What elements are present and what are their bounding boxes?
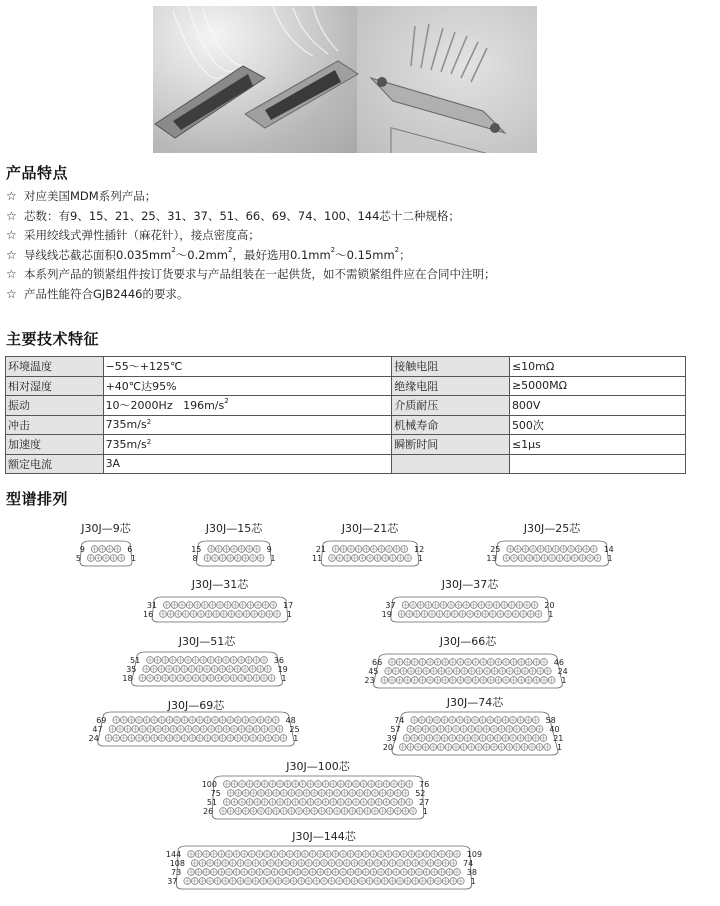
pin-number-label-left: 57 <box>390 725 401 734</box>
pin-number-label-left: 26 <box>203 807 214 816</box>
connector-title: J30J—9芯 <box>81 522 131 535</box>
pin-number-label-left: 21 <box>315 545 326 554</box>
pin-number-label-right: 20 <box>544 601 555 610</box>
spec-label: 相对湿度 <box>6 376 104 396</box>
pin-number-label-right: 1 <box>417 554 423 563</box>
pin-number-label-left: 66 <box>372 658 383 667</box>
spec-label: 瞬断时间 <box>392 435 510 455</box>
spec-value: 3A <box>103 454 392 474</box>
spec-label: 加速度 <box>6 435 104 455</box>
connector-title: J30J—21芯 <box>341 522 399 535</box>
pin-number-label-right: 48 <box>285 716 296 725</box>
pin-number-label-left: 8 <box>192 554 198 563</box>
spec-value: −55～+125℃ <box>103 357 392 377</box>
connector-shell <box>152 597 288 622</box>
pin-number-label-left: 13 <box>486 554 497 563</box>
pin-number-label-left: 35 <box>126 665 137 674</box>
pin-number-label-right: 58 <box>545 716 556 725</box>
pin-number-label-right: 76 <box>419 780 430 789</box>
pin-number-label-left: 47 <box>92 725 103 734</box>
connector-title: J30J—144芯 <box>292 830 356 843</box>
pin-number-label-right: 1 <box>548 610 554 619</box>
spec-label: 冲击 <box>6 415 104 435</box>
pin-number-label-left: 16 <box>143 610 154 619</box>
pin-number-label-right: 1 <box>131 554 137 563</box>
star-outline-icon: ☆ <box>6 189 17 203</box>
pin-number-label-right: 1 <box>281 674 287 683</box>
pin-number-label-left: 19 <box>381 610 392 619</box>
layouts-heading: 型谱排列 <box>6 490 69 508</box>
spec-value: ≤10mΩ <box>509 357 685 377</box>
pin-number-label-left: 75 <box>210 789 221 798</box>
pin-number-label-right: 19 <box>277 665 288 674</box>
spec-value: $735m/s^2$ <box>103 415 392 435</box>
pin-number-label-right: 21 <box>553 734 564 743</box>
pin-number-label-left: 23 <box>364 676 375 685</box>
pin-number-label-right: 17 <box>283 601 294 610</box>
pin-number-label-right: 109 <box>466 850 483 859</box>
spec-value: 500次 <box>509 415 685 435</box>
feature-item: ☆ 芯数：有9、15、21、25、31、37、51、66、69、74、100、144芯十二种规格； <box>6 207 496 227</box>
pin-number-label-left: 25 <box>490 545 501 554</box>
pin-number-label-left: 108 <box>169 859 185 868</box>
star-outline-icon: ☆ <box>6 247 17 262</box>
spec-value: $735m/s^2$ <box>103 435 392 455</box>
connector-shell <box>321 541 419 566</box>
pin-number-label-right: 27 <box>419 798 430 807</box>
spec-label: 振动 <box>6 396 104 416</box>
pin-number-label-left: 20 <box>382 743 393 752</box>
pin-number-label-right: 1 <box>293 734 299 743</box>
pin-number-label-right: 14 <box>603 545 614 554</box>
connector-shell <box>80 541 132 566</box>
star-outline-icon: ☆ <box>6 228 17 242</box>
spec-label: 环境温度 <box>6 357 104 377</box>
pin-number-label-right: 12 <box>414 545 425 554</box>
pin-number-label-right: 36 <box>273 656 284 665</box>
connector-shell <box>197 541 272 566</box>
connector-title: J30J—37芯 <box>441 578 499 591</box>
spec-value: ≤1μs <box>509 435 685 455</box>
star-outline-icon: ☆ <box>6 208 17 223</box>
connector-title: J30J—66芯 <box>439 635 497 648</box>
connector-title: J30J—31芯 <box>191 578 249 591</box>
pin-number-label-left: 15 <box>191 545 202 554</box>
pin-number-label-left: 31 <box>146 601 157 610</box>
pin-number-label-right: 9 <box>266 545 272 554</box>
pin-number-label-right: 38 <box>466 868 477 877</box>
pin-number-label-right: 1 <box>470 877 476 886</box>
spec-value: +40℃达95% <box>103 376 392 396</box>
pin-number-label-right: 1 <box>561 676 567 685</box>
pin-number-label-left: 9 <box>79 545 85 554</box>
connector-title: J30J—25芯 <box>523 522 581 535</box>
pin-number-label-left: 69 <box>96 716 107 725</box>
spec-value: ≥5000MΩ <box>509 376 685 396</box>
features-heading: 产品特点 <box>6 164 69 182</box>
feature-item: ☆ 本系列产品的锁紧组件按订货要求与产品组装在一起供货，如不需锁紧组件应在合同中注明； <box>6 265 496 285</box>
connector-title: J30J—51芯 <box>178 635 236 648</box>
pin-number-label-left: 5 <box>75 554 81 563</box>
specs-heading: 主要技术特征 <box>6 330 100 348</box>
pin-number-label-right: 46 <box>553 658 564 667</box>
pin-number-label-left: 73 <box>171 868 182 877</box>
pin-number-label-left: 37 <box>167 877 178 886</box>
pin-number-label-left: 51 <box>130 656 141 665</box>
pin-number-label-right: 40 <box>549 725 560 734</box>
connector-shell <box>496 541 609 566</box>
pin-number-label-left: 51 <box>206 798 217 807</box>
connector-title: J30J—74芯 <box>446 696 504 709</box>
pin-number-label-left: 74 <box>394 716 405 725</box>
connector-title: J30J—15芯 <box>205 522 263 535</box>
pin-number-label-right: 1 <box>607 554 613 563</box>
pin-number-label-left: 11 <box>312 554 323 563</box>
pin-number-label-right: 1 <box>557 743 563 752</box>
pin-number-label-right: 6 <box>127 545 133 554</box>
pin-number-label-left: 24 <box>88 734 99 743</box>
feature-item: ☆ 对应美国MDM系列产品； <box>6 187 496 207</box>
pin-number-label-left: 18 <box>122 674 133 683</box>
star-outline-icon: ☆ <box>6 267 17 281</box>
pin-number-label-right: 1 <box>270 554 276 563</box>
feature-item: ☆ 采用绞线式弹性插针（麻花针），接点密度高； <box>6 226 496 246</box>
pin-number-label-right: 74 <box>463 859 474 868</box>
pin-number-label-left: 37 <box>385 601 396 610</box>
connector-shell <box>391 597 549 622</box>
pin-number-label-left: 39 <box>386 734 397 743</box>
feature-item: ☆ 导线线芯截芯面积$0.035mm^2\sim 0.2mm^2$，最好选用$0.1mm^2\sim 0.15mm^2$； <box>6 246 496 266</box>
pin-number-label-left: 100 <box>201 780 217 789</box>
feature-item: ☆ 产品性能符合GJB2446的要求。 <box>6 285 496 305</box>
spec-label: 额定电流 <box>6 454 104 474</box>
star-outline-icon: ☆ <box>6 286 17 301</box>
pin-number-label-right: 1 <box>422 807 428 816</box>
spec-label: 介质耐压 <box>392 396 510 416</box>
pin-number-label-right: 24 <box>557 667 568 676</box>
pin-number-label-right: 52 <box>415 789 426 798</box>
connector-title: J30J—100芯 <box>286 760 350 773</box>
connector-title: J30J—69芯 <box>167 699 225 712</box>
spec-label: 机械寿命 <box>392 415 510 435</box>
pin-number-label-right: 25 <box>289 725 300 734</box>
spec-value: 10～2000Hz $196m/s^2$ <box>103 396 392 416</box>
pin-number-label-left: 144 <box>165 850 182 859</box>
spec-label: 绝缘电阻 <box>392 376 510 396</box>
spec-value: 800V <box>509 396 685 416</box>
pin-number-label-right: 1 <box>286 610 292 619</box>
spec-label: 接触电阻 <box>392 357 510 377</box>
pin-number-label-left: 45 <box>368 667 379 676</box>
